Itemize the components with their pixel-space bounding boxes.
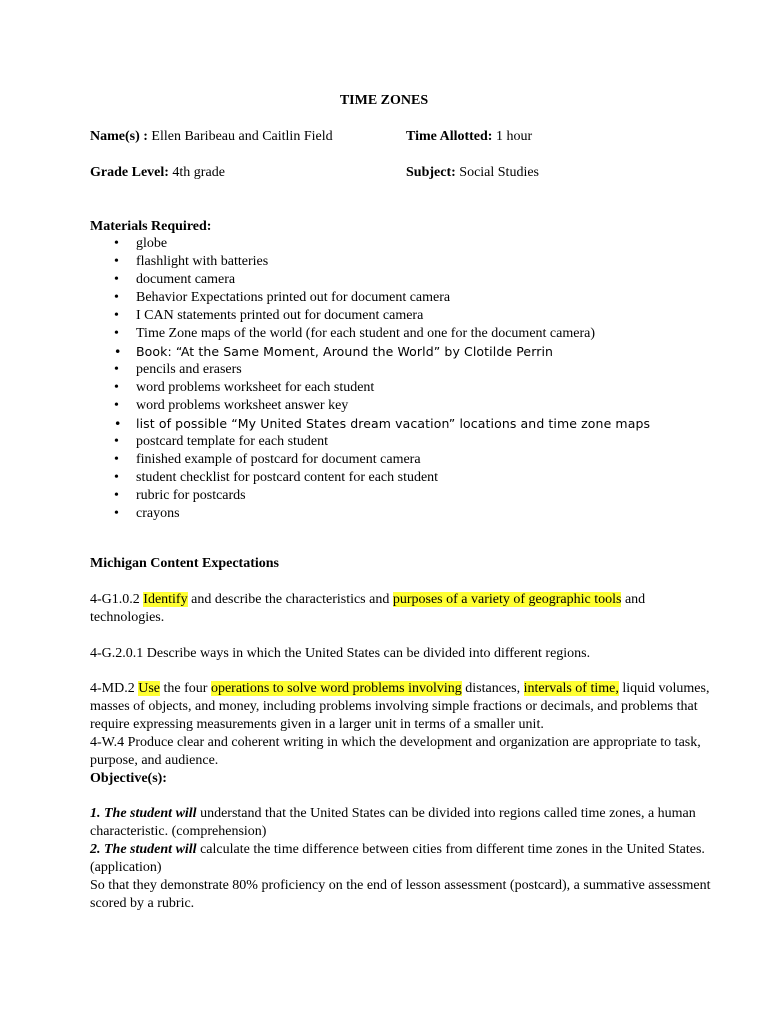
objectives-closing: So that they demonstrate 80% proficiency on the end of lesson assessment (postcard), a summative assessment scored by a rubric. <box>90 878 711 911</box>
expectation-g1 <box>90 591 720 627</box>
time-allotted-label: Time Allotted: <box>406 129 493 144</box>
list-item: • student checklist for postcard content for each student <box>90 469 690 487</box>
list-item: • document camera <box>90 271 690 289</box>
highlighted-text: Identify <box>143 592 188 607</box>
names-value: Ellen Baribeau and Caitlin Field <box>151 129 333 144</box>
list-item: • word problems worksheet answer key <box>90 397 690 415</box>
objective-text: understand that the United States can be divided into regions called time zones, a human characteristic. (comprehension) <box>90 806 696 839</box>
time-allotted-value: 1 hour <box>495 129 533 144</box>
list-item: • word problems worksheet for each student <box>90 379 690 397</box>
expectation-code: 4-G1.0.2 <box>90 592 140 607</box>
highlighted-text: operations to solve word problems involving <box>210 681 462 696</box>
objectives-heading: Objective(s): <box>90 771 167 786</box>
list-item: • flashlight with batteries <box>90 253 690 271</box>
time-allotted-row <box>406 128 532 146</box>
list-item: • I CAN statements printed out for document camera <box>90 307 690 325</box>
expectation-w: 4-W.4 Produce clear and coherent writing in which the development and organization are appropriate to task, purpose, and audience. <box>90 735 701 768</box>
objective-number: 1. <box>90 806 101 821</box>
expectation-text: liquid volumes, masses of objects, and money, including problems involving simple fractions or decimals, and problems that require expressing measurements given in a larger unit in terms of a smaller unit. <box>90 681 710 732</box>
objective-number: 2. <box>90 842 101 857</box>
grade-label: Grade Level: <box>90 165 169 180</box>
expectation-code: 4-MD.2 <box>90 681 135 696</box>
list-item: • globe <box>90 235 690 253</box>
objective-lead: The student will <box>104 806 197 821</box>
list-item: • rubric for postcards <box>90 487 690 505</box>
expectation-text: distances, <box>465 681 521 696</box>
subject-row <box>406 164 539 182</box>
objective-lead: The student will <box>104 842 197 857</box>
objective-1 <box>90 805 720 841</box>
page-title: TIME ZONES <box>339 93 429 108</box>
grade-value: 4th grade <box>172 165 225 180</box>
materials-list <box>90 235 690 523</box>
expectations-heading: Michigan Content Expectations <box>90 556 279 571</box>
objective-2 <box>90 841 720 877</box>
expectation-text: and describe the characteristics and <box>191 592 390 607</box>
expectation-g2: 4-G.2.0.1 Describe ways in which the United States can be divided into different regions. <box>90 646 591 661</box>
highlighted-text: purposes of a variety of geographic tools <box>392 592 622 607</box>
objective-text: calculate the time difference between cities from different time zones in the United States. (application) <box>90 842 705 875</box>
expectation-text: and technologies. <box>90 592 646 625</box>
list-item: • list of possible “My United States dream vacation” locations and time zone maps <box>90 415 690 433</box>
expectation-md <box>90 680 720 734</box>
list-item: • pencils and erasers <box>90 361 690 379</box>
list-item: • Book: “At the Same Moment, Around the World” by Clotilde Perrin <box>90 343 690 361</box>
list-item: • crayons <box>90 505 690 523</box>
names-label: Name(s) : <box>90 129 148 144</box>
materials-heading: Materials Required: <box>90 219 212 234</box>
list-item: • finished example of postcard for document camera <box>90 451 690 469</box>
subject-value: Social Studies <box>459 165 540 180</box>
highlighted-text: Use <box>138 681 161 696</box>
subject-label: Subject: <box>406 165 456 180</box>
highlighted-text: intervals of time, <box>523 681 619 696</box>
list-item: • postcard template for each student <box>90 433 690 451</box>
expectation-text: the four <box>163 681 208 696</box>
list-item: • Time Zone maps of the world (for each student and one for the document camera) <box>90 325 690 343</box>
list-item: • Behavior Expectations printed out for document camera <box>90 289 690 307</box>
